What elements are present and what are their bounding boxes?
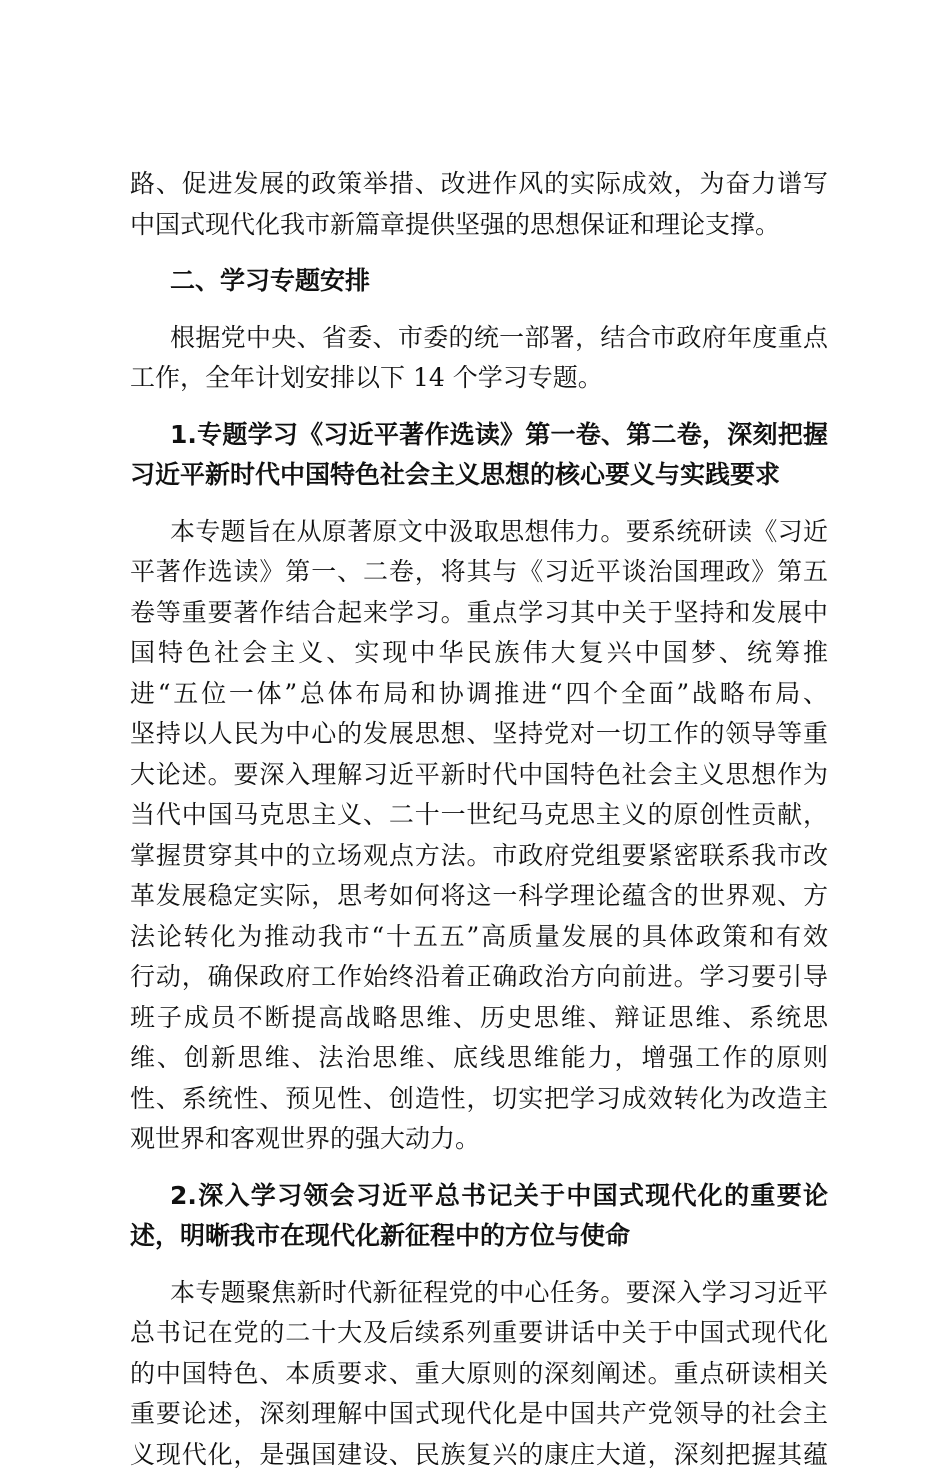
text-line: 国特色社会主义、实现中华民族伟大复兴中国梦、统筹推	[130, 633, 828, 674]
text-line: 路、促进发展的政策举措、改进作风的实际成效，为奋力谱写	[130, 164, 828, 205]
section-heading-text: 二、学习专题安排	[130, 261, 828, 302]
section-heading	[130, 261, 828, 302]
text-line: 坚持以人民为中心的发展思想、坚持党对一切工作的领导等重	[130, 714, 828, 755]
text-line: 根据党中央、省委、市委的统一部署，结合市政府年度重点	[130, 318, 828, 359]
text-line: 观世界和客观世界的强大动力。	[130, 1119, 828, 1160]
text-line: 工作，全年计划安排以下 14 个学习专题。	[130, 358, 828, 399]
text-line: 中国式现代化我市新篇章提供坚强的思想保证和理论支撑。	[130, 205, 828, 246]
heading-line: 1.专题学习《习近平著作选读》第一卷、第二卷，深刻把握	[130, 415, 828, 456]
topic2-body	[130, 1273, 828, 1475]
text-line: 总书记在党的二十大及后续系列重要讲话中关于中国式现代化	[130, 1313, 828, 1354]
text-line: 维、创新思维、法治思维、底线思维能力，增强工作的原则	[130, 1038, 828, 1079]
section-intro-paragraph	[130, 318, 828, 399]
text-line: 平著作选读》第一、二卷，将其与《习近平谈治国理政》第五	[130, 552, 828, 593]
text-line: 进“五位一体”总体布局和协调推进“四个全面”战略布局、	[130, 674, 828, 715]
text-line: 大论述。要深入理解习近平新时代中国特色社会主义思想作为	[130, 755, 828, 796]
text-line: 行动，确保政府工作始终沿着正确政治方向前进。学习要引导	[130, 957, 828, 998]
intro-paragraph	[130, 164, 828, 245]
document-body	[130, 164, 828, 1475]
text-line: 班子成员不断提高战略思维、历史思维、辩证思维、系统思	[130, 998, 828, 1039]
heading-line: 2.深入学习领会习近平总书记关于中国式现代化的重要论	[130, 1176, 828, 1217]
heading-line: 述，明晰我市在现代化新征程中的方位与使命	[130, 1216, 828, 1257]
text-line: 义现代化，是强国建设、民族复兴的康庄大道，深刻把握其蕴	[130, 1435, 828, 1475]
text-line: 革发展稳定实际，思考如何将这一科学理论蕴含的世界观、方	[130, 876, 828, 917]
text-line: 性、系统性、预见性、创造性，切实把学习成效转化为改造主	[130, 1079, 828, 1120]
text-line: 的中国特色、本质要求、重大原则的深刻阐述。重点研读相关	[130, 1354, 828, 1395]
topic2-heading	[130, 1176, 828, 1257]
text-line: 本专题聚焦新时代新征程党的中心任务。要深入学习习近平	[130, 1273, 828, 1314]
text-line: 卷等重要著作结合起来学习。重点学习其中关于坚持和发展中	[130, 593, 828, 634]
text-line: 当代中国马克思主义、二十一世纪马克思主义的原创性贡献，	[130, 795, 828, 836]
heading-line: 习近平新时代中国特色社会主义思想的核心要义与实践要求	[130, 455, 828, 496]
text-line: 掌握贯穿其中的立场观点方法。市政府党组要紧密联系我市改	[130, 836, 828, 877]
text-line: 本专题旨在从原著原文中汲取思想伟力。要系统研读《习近	[130, 512, 828, 553]
text-line: 重要论述，深刻理解中国式现代化是中国共产党领导的社会主	[130, 1394, 828, 1435]
topic1-heading	[130, 415, 828, 496]
text-line: 法论转化为推动我市“十五五”高质量发展的具体政策和有效	[130, 917, 828, 958]
topic1-body	[130, 512, 828, 1160]
